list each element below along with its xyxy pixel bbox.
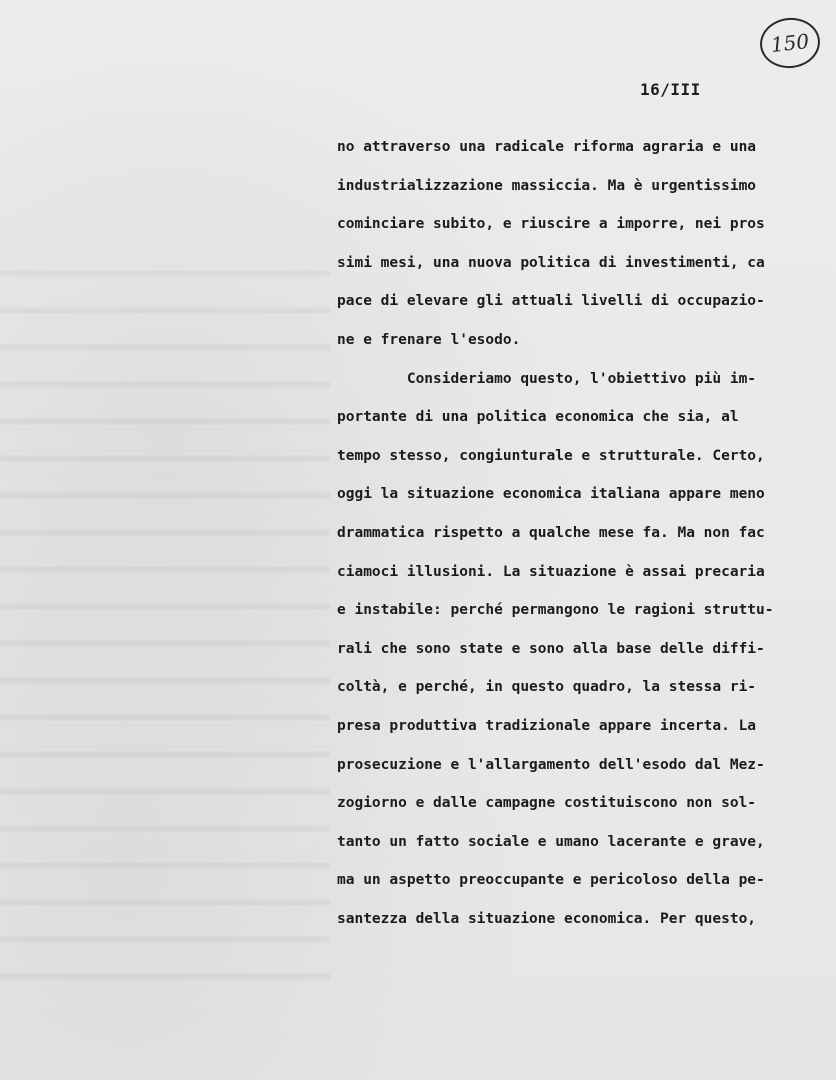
- text-line: ne e frenare l'esodo.: [337, 331, 521, 348]
- text-line: simi mesi, una nuova politica di investimenti, ca: [337, 254, 765, 271]
- text-line: tempo stesso, congiunturale e strutturale. Certo,: [337, 447, 765, 464]
- text-line: oggi la situazione economica italiana appare meno: [337, 486, 765, 503]
- text-line: e instabile: perché permangono le ragioni struttu-: [337, 602, 774, 619]
- typewritten-body: [337, 128, 832, 938]
- text-line: ciamoci illusioni. La situazione è assai precaria: [337, 563, 765, 580]
- text-line: zogiorno e dalle campagne costituiscono non sol-: [337, 795, 757, 812]
- text-line: pace di elevare gli attuali livelli di occupazio-: [337, 293, 765, 310]
- handwritten-page-stamp: [758, 15, 823, 71]
- text-line: drammatica rispetto a qualche mese fa. Ma non fac: [337, 524, 765, 541]
- text-line: Consideriamo questo, l'obiettivo più im-: [337, 370, 757, 387]
- stamp-number: 150: [769, 29, 811, 57]
- text-line: coltà, e perché, in questo quadro, la stessa ri-: [337, 679, 757, 696]
- text-line: prosecuzione e l'allargamento dell'esodo dal Mez-: [337, 756, 765, 773]
- text-line: presa produttiva tradizionale appare incerta. La: [337, 717, 757, 734]
- text-line: portante di una politica economica che sia, al: [337, 409, 739, 426]
- text-line: rali che sono state e sono alla base delle diffi-: [337, 640, 765, 657]
- bleed-through-shadow: [0, 240, 330, 1000]
- text-line: industrializzazione massiccia. Ma è urgentissimo: [337, 177, 757, 194]
- text-line: no attraverso una radicale riforma agraria e una: [337, 139, 757, 155]
- text-line: ma un aspetto preoccupante e pericoloso della pe-: [337, 872, 765, 889]
- text-line: cominciare subito, e riuscire a imporre, nei pros: [337, 216, 765, 233]
- text-line: santezza della situazione economica. Per questo,: [337, 910, 757, 927]
- text-line: tanto un fatto sociale e umano lacerante e grave,: [337, 833, 765, 850]
- page-number: 16/III: [640, 80, 701, 99]
